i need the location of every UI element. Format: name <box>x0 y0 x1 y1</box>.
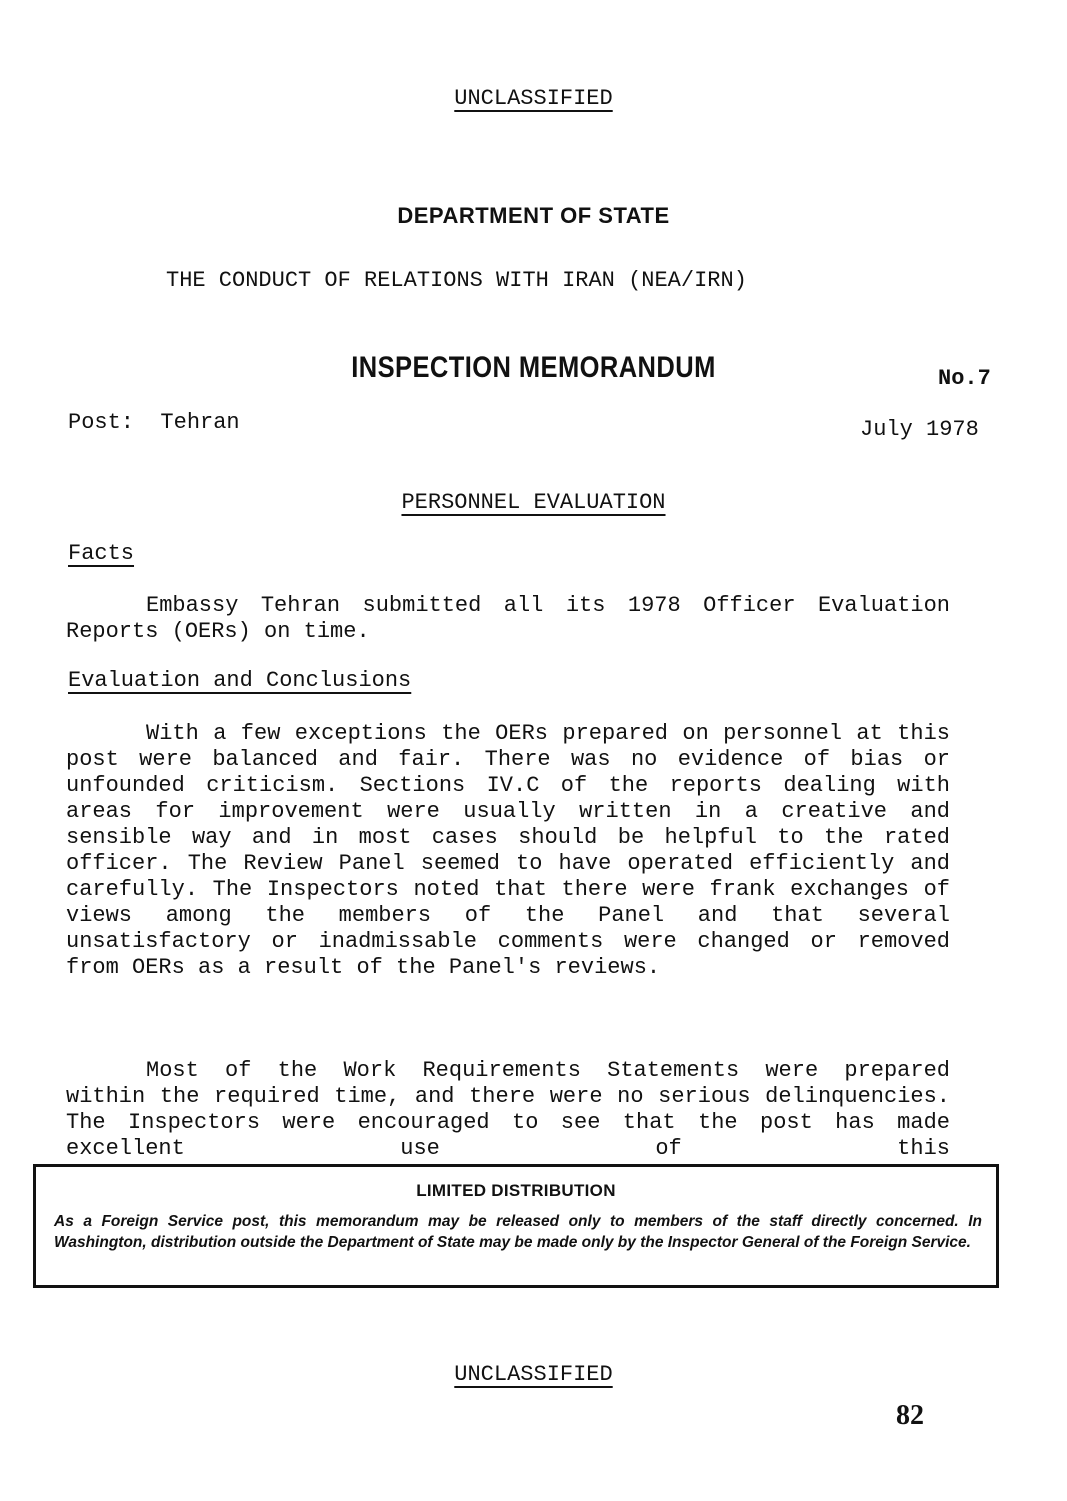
evaluation-paragraph-2: Most of the Work Requirements Statements were prepared within the required time, and there were no serious delinquencies. The Inspectors were encouraged to see that the post has made excellent use of this <box>66 1058 950 1161</box>
classification-top <box>0 86 1067 111</box>
limited-distribution-box <box>33 1164 999 1288</box>
classification-top-label: UNCLASSIFIED <box>454 86 613 111</box>
classification-bottom <box>0 1362 1067 1387</box>
post-line: Post: Tehran <box>68 410 240 435</box>
memo-title: INSPECTION MEMORANDUM <box>351 351 716 384</box>
memo-date: July 1978 <box>860 417 979 442</box>
limited-distribution-text: As a Foreign Service post, this memorandum may be released only to members of the staff directly concerned. In Washington, distribution outside the Department of State may be made only by the Inspector General of the Foreign Service. <box>54 1213 982 1251</box>
limited-distribution-title: LIMITED DISTRIBUTION <box>416 1181 616 1200</box>
evaluation-paragraph-1: With a few exceptions the OERs prepared on personnel at this post were balanced and fair. There was no evidence of bias or unfounded criticism. Sections IV.C of the reports dealing with areas for improvement were usually written in a creative and sensible way and in most cases should be helpful to the rated officer. The Review Panel seemed to have operated efficiently and carefully. The Inspectors noted that there were frank exchanges of views among the members of the Panel and that several unsatisfactory or inadmissable comments were changed or removed from OERs as a result of the Panel's reviews. <box>66 721 950 980</box>
facts-paragraph: Embassy Tehran submitted all its 1978 Officer Evaluation Reports (OERs) on time. <box>66 593 950 644</box>
section-title <box>0 490 1067 515</box>
facts-heading-label: Facts <box>68 541 135 566</box>
facts-heading <box>68 541 134 566</box>
page-number: 82 <box>896 1400 924 1431</box>
classification-bottom-label: UNCLASSIFIED <box>454 1362 613 1387</box>
evaluation-heading-label: Evaluation and Conclusions <box>68 668 412 693</box>
department-heading: DEPARTMENT OF STATE <box>397 203 670 228</box>
memo-number: No.7 <box>938 366 991 391</box>
document-subtitle: THE CONDUCT OF RELATIONS WITH IRAN (NEA/IRN) <box>166 268 747 293</box>
section-title-label: PERSONNEL EVALUATION <box>401 490 666 515</box>
evaluation-heading <box>68 668 411 693</box>
